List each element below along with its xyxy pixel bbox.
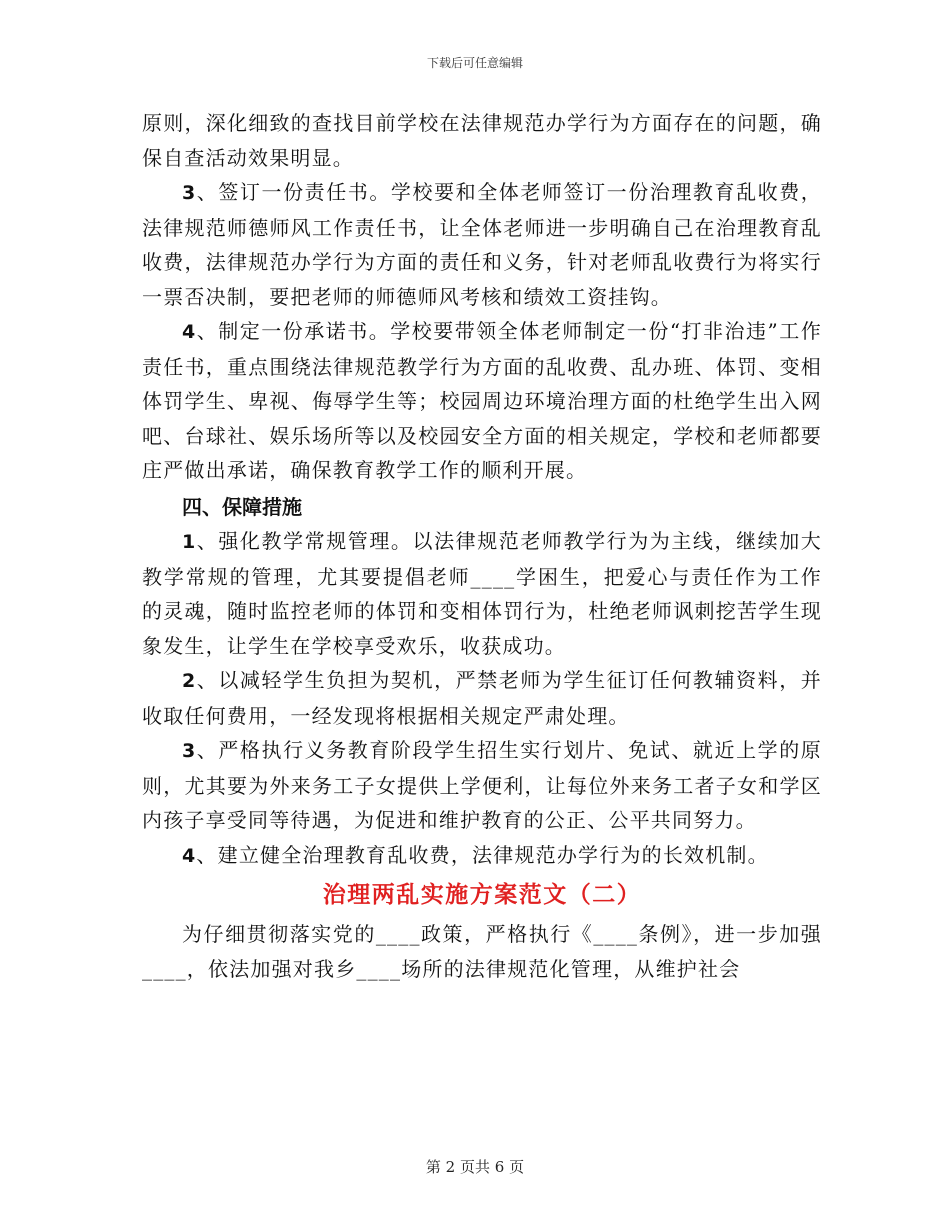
paragraph-long-term-mechanism	[142, 838, 822, 874]
page-footer: 第 2 页共 6 页	[425, 1158, 525, 1176]
paragraph-enrollment	[142, 733, 822, 838]
paragraph-text: 、建立健全治理教育乱收费，法律规范办学行为的长效机制。	[196, 842, 769, 867]
item-number: 4	[182, 321, 197, 343]
paragraph-responsibility-letter	[142, 175, 822, 314]
document-title-part-two: 治理两乱实施方案范文（二）	[322, 882, 642, 908]
paragraph-teaching-management	[142, 524, 822, 663]
paragraph-principle-continued: 原则，深化细致的查找目前学校在法律规范办学行为方面存在的问题，确保自查活动效果明显。	[142, 111, 822, 170]
paragraph-text: 、以减轻学生负担为契机，严禁老师为学生征订任何教辅资料，并收取任何费用，一经发现将根据相关规定严肃处理。	[142, 668, 822, 728]
paragraph-text: 、强化教学常规管理。以法律规范老师教学行为为主线，继续加大教学常规的管理，尤其要提倡老师____学困生，把爱心与责任作为工作的灵魂，随时监控老师的体罚和变相体罚行为，杜绝老师讽刺挖苦学生现象发生，让学生在学校享受欢乐，收获成功。	[142, 529, 822, 658]
document-body	[142, 106, 822, 986]
paragraph-text: 、制定一份承诺书。学校要带领全体老师制定一份“打非治违”工作责任书，重点围绕法律规范教学行为方面的乱收费、乱办班、体罚、变相体罚学生、卑视、侮辱学生等；校园周边环境治理方面的杜绝学生出入网吧、台球社、娱乐场所等以及校园安全方面的相关规定，学校和老师都要庄严做出承诺，确保教育教学工作的顺利开展。	[142, 319, 822, 482]
item-number: 1	[182, 531, 197, 553]
page-header: 下载后可任意编辑	[426, 56, 523, 70]
paragraph-commitment-letter	[142, 314, 822, 488]
section-heading-safeguards: 四、保障措施	[182, 494, 302, 519]
paragraph-text: 、严格执行义务教育阶段学生招生实行划片、免试、就近上学的原则，尤其要为外来务工子女提供上学便利，让每位外来务工者子女和学区内孩子享受同等待遇，为促进和维护教育的公正、公平共同努力。	[142, 738, 822, 832]
paragraph-intro-part-two: 为仔细贯彻落实党的____政策，严格执行《____条例》，进一步加强____，依法加强对我乡____场所的法律规范化管理，从维护社会	[142, 922, 822, 981]
paragraph-text: 、签订一份责任书。学校要和全体老师签订一份治理教育乱收费，法律规范师德师风工作责任书，让全体老师进一步明确自己在治理教育乱收费，法律规范办学行为方面的责任和义务，针对老师乱收费行为将实行一票否决制，要把老师的师德师风考核和绩效工资挂钩。	[142, 180, 822, 309]
item-number: 2	[182, 670, 197, 692]
item-number: 3	[182, 182, 197, 204]
item-number: 3	[182, 740, 197, 762]
item-number: 4	[182, 844, 197, 867]
paragraph-reduce-burden	[142, 663, 822, 733]
